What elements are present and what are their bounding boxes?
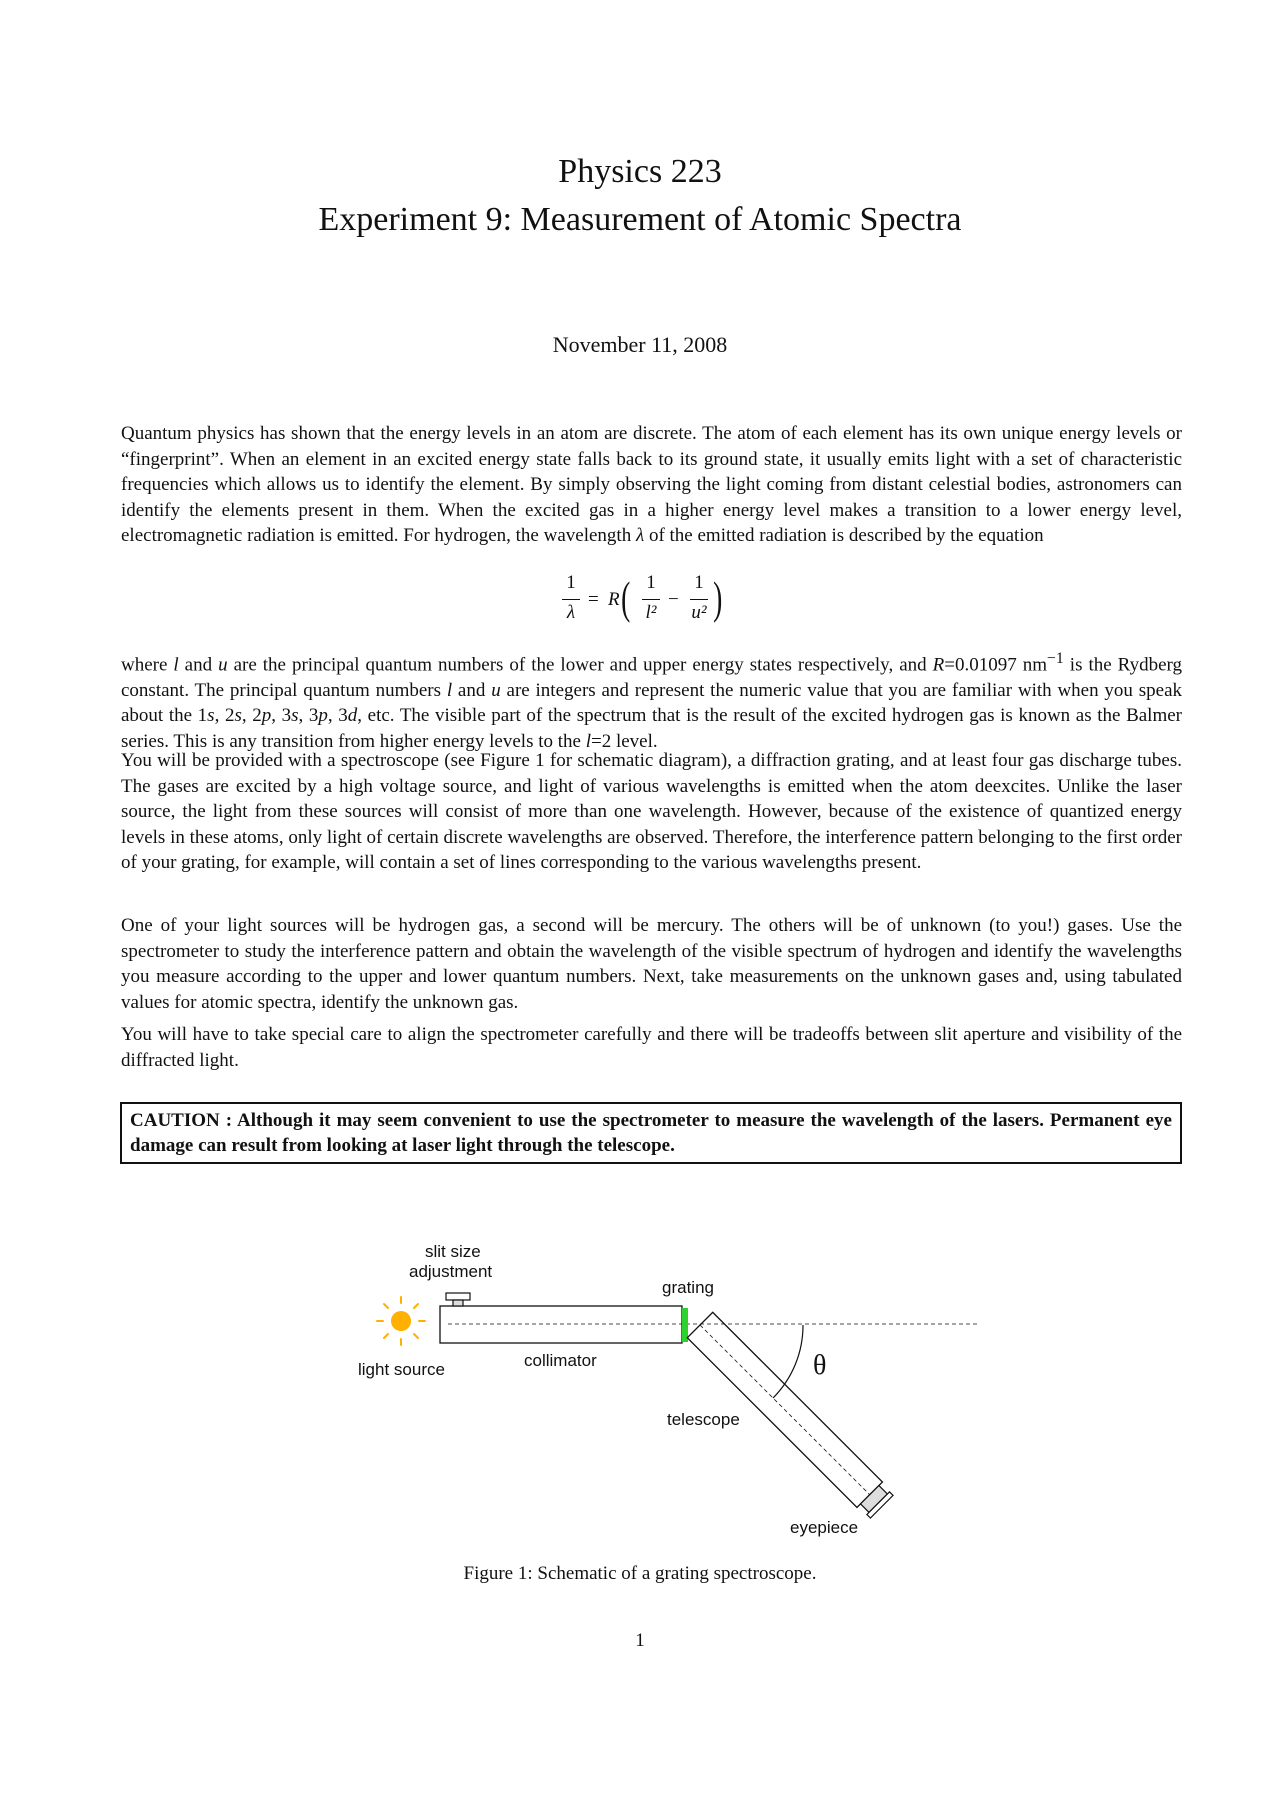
slit-size-label: slit size (425, 1242, 481, 1261)
qn-u: u (218, 654, 228, 676)
qn-text: and (452, 679, 492, 701)
qn-l: l (173, 654, 179, 676)
lhs-fraction-bar (562, 599, 580, 600)
grating-element (682, 1308, 688, 1342)
lower-fraction-bar (642, 599, 660, 600)
alignment-paragraph: You will have to take special care to align the spectrometer carefully and there will be tradeoffs between slit aperture and visibility of the diffracted light. (121, 1024, 1182, 1071)
lhs-denominator: λ (566, 602, 576, 623)
slit-adjust-screw (446, 1293, 470, 1306)
page-number: 1 (635, 1630, 645, 1651)
upper-numerator: 1 (694, 572, 704, 593)
sun-icon (377, 1297, 425, 1345)
intro-paragraph (121, 421, 1182, 549)
orbital-letter: d (347, 705, 358, 727)
open-paren: ( (621, 572, 631, 623)
procedure-paragraph: One of your light sources will be hydrogen gas, a second will be mercury. The others will be of unknown (to you!) gases. Use the spectrometer to study the interference pattern and obtain the wavelength of the visible spectrum of hydrogen and identify the wavelengths you measure according to the upper and lower quantum numbers. Next, take measurements on the unknown gases and, using tabulated values for atomic spectra, identify the unknown gas. (121, 915, 1182, 1013)
intro-text-a: Quantum physics has shown that the energy levels in an atom are discrete. The atom of each element has its own unique energy levels or “fingerprint”. When an element in an excited energy state falls back to its ground state, it usually emits light with a set of characteristic frequencies which allows us to identify the element. By simply observing the light coming from distant celestial bodies, astronomers can identify the elements present in them. When the excited gas in a higher energy level makes a transition to a lower energy level, electromagnetic radiation is emitted. For hydrogen, the wavelength (121, 423, 1182, 546)
experiment-title: Experiment 9: Measurement of Atomic Spectra (318, 201, 962, 238)
orbital-letter: s (291, 705, 299, 727)
close-paren: ) (713, 572, 723, 623)
qn-text: and (178, 654, 219, 676)
qn-R: R (932, 654, 945, 676)
eyepiece-label: eyepiece (790, 1518, 859, 1537)
document-date: November 11, 2008 (552, 332, 728, 357)
qn-text: are integers and represent the numeric value that you are familiar with when you speak about the 1 (121, 679, 1183, 727)
orbital-letter: s (234, 705, 242, 727)
qn-text: =2 level. (590, 730, 658, 752)
adjustment-label: adjustment (409, 1262, 493, 1281)
lambda-symbol: λ (635, 525, 645, 546)
qn-l: l (585, 730, 591, 752)
qn-text: are the principal quantum numbers of the lower and upper energy states respectively, and (227, 654, 933, 676)
qn-text: where (121, 654, 174, 676)
qn-text: , etc. The visible part of the spectrum that is the result of the excited hydrogen gas is known as the Balmer series. This is any transition from higher energy levels to the (121, 705, 1182, 752)
collimator-tube (440, 1306, 682, 1343)
intro-text-b: of the emitted radiation is described by the equation (644, 525, 1044, 546)
equals-sign: = (588, 589, 599, 610)
quantum-numbers-paragraph (121, 646, 1182, 754)
qn-text: , 2 (241, 705, 262, 727)
upper-denominator: u² (691, 602, 707, 623)
caution-box: CAUTION : Although it may seem convenient to use the spectrometer to measure the wavelength of the lasers. Permanent eye damage can result from looking at laser light through the telescope. (120, 1102, 1182, 1164)
qn-text: , 3 (327, 705, 348, 727)
lower-numerator: 1 (646, 572, 656, 593)
rydberg-equation (560, 572, 760, 636)
lower-denominator: l² (645, 602, 657, 623)
light-source-label: light source (358, 1360, 445, 1379)
minus-sign: − (668, 589, 679, 610)
qn-text: is the Rydberg constant. The principal quantum numbers (121, 654, 1182, 701)
figure-caption: Figure 1: Schematic of a grating spectroscope. (463, 1563, 817, 1584)
theta-label: θ (813, 1350, 827, 1381)
qn-text: , 3 (298, 705, 319, 727)
unit-exponent: −1 (1046, 650, 1064, 667)
qn-u: u (491, 679, 501, 701)
orbital-letter: s (207, 705, 215, 727)
rydberg-symbol: R (608, 589, 620, 610)
qn-text: , 3 (271, 705, 292, 727)
apparatus-paragraph: You will be provided with a spectroscope (see Figure 1 for schematic diagram), a diffraction grating, and at least four gas discharge tubes. The gases are excited by a high voltage source, and light of various wavelengths is emitted when the atom deexcites. Unlike the laser source, the light from these sources will consist of more than one wavelength. However, because of the existence of quantized energy levels in these atoms, only light of certain discrete wavelengths are observed. Therefore, the interference pattern belonging to the first order of your grating, for example, will contain a set of lines corresponding to the various wavelengths present. (121, 750, 1182, 873)
upper-fraction-bar (690, 599, 708, 600)
collimator-label: collimator (524, 1351, 597, 1370)
course-title: Physics 223 (558, 153, 722, 190)
telescope-label: telescope (667, 1410, 740, 1429)
qn-l: l (446, 679, 453, 701)
orbital-letter: p (261, 705, 272, 727)
orbital-letter: p (318, 705, 328, 727)
spectroscope-figure (340, 1220, 980, 1560)
grating-label: grating (662, 1278, 714, 1297)
lhs-numerator: 1 (566, 572, 576, 593)
qn-text: , 2 (214, 705, 235, 727)
rydberg-value: =0.01097 nm (944, 654, 1047, 676)
